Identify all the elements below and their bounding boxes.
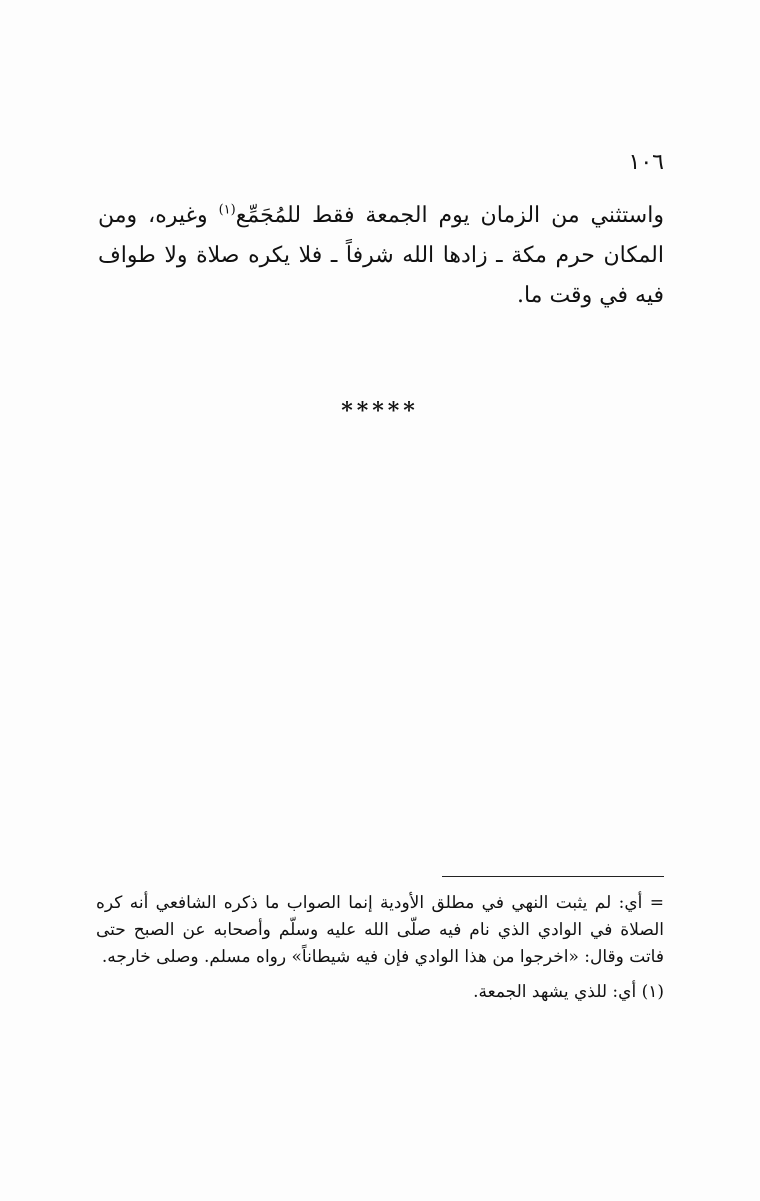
footnote-divider bbox=[442, 876, 664, 877]
section-separator: ***** bbox=[341, 398, 419, 424]
main-text bbox=[98, 196, 664, 316]
paragraph-text-start: واستثني من الزمان يوم الجمعة فقط للمُجَمِّع bbox=[235, 203, 664, 228]
footnote-1: (١) أي: للذي يشهد الجمعة. bbox=[473, 982, 664, 1002]
page-number: ١٠٦ bbox=[628, 150, 664, 175]
footnotes bbox=[96, 890, 664, 1006]
paragraph-text-end: وغيره، ومن المكان حرم مكة ـ زادها الله شرفاً ـ فلا يكره صلاة ولا طواف فيه في وقت ما. bbox=[98, 203, 664, 308]
footnote-reference: (١) bbox=[218, 202, 236, 218]
paragraph bbox=[98, 196, 664, 316]
footnote-continuation: = أي: لم يثبت النهي في مطلق الأودية إنما الصواب ما ذكره الشافعي أنه كره الصلاة في الوادي الذي نام فيه صلّى الله عليه وسلّم وأصحابه عن الصبح حتى فاتت وقال: «اخرجوا من هذا الوادي فإن فيه شيطاناً» رواه مسلم. وصلى خارجه. bbox=[96, 893, 664, 967]
